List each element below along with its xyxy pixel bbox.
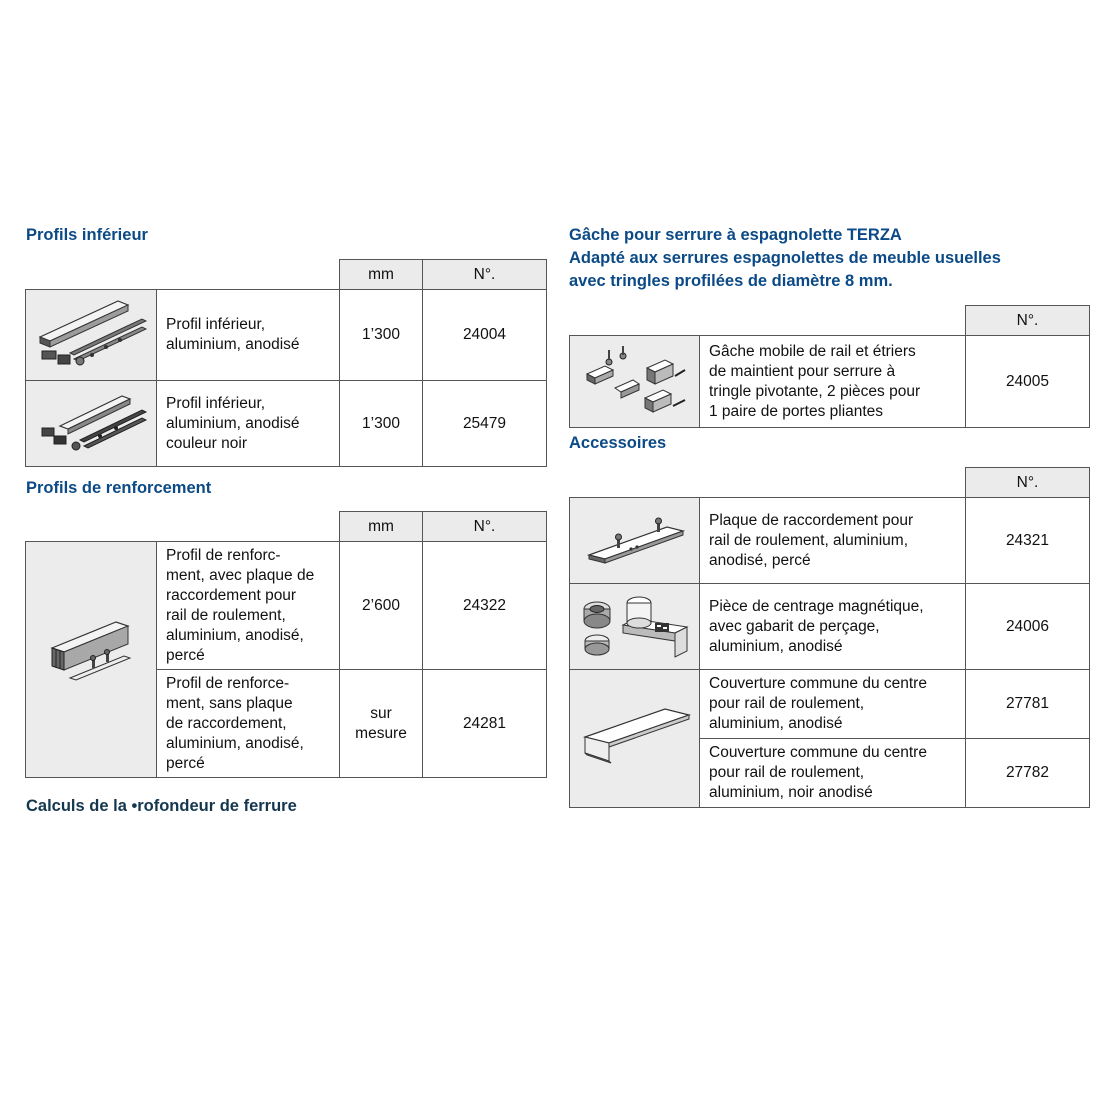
product-description: Profil de renforc- ment, avec plaque de raccordement pour rail de roulement, aluminium, anodisé, percé — [157, 542, 340, 670]
section-title-gache: Gâche pour serrure à espagnolette TERZA Adapté aux serrures espagnolettes de meuble usuelles avec tringles profilées de diamètre 8 mm. — [569, 226, 1001, 290]
column-header-mm: mm — [340, 512, 423, 542]
product-image-profil-inferieur — [26, 290, 157, 381]
product-description: Couverture commune du centre pour rail de roulement, aluminium, anodisé — [700, 670, 966, 739]
product-description: Gâche mobile de rail et étriers de maintient pour serrure à tringle pivotante, 2 pièces pour 1 paire de portes pliantes — [700, 336, 966, 428]
section-title-profils-renforcement: Profils de renforcement — [26, 479, 212, 497]
product-description: Profil inférieur, aluminium, anodisé couleur noir — [157, 381, 340, 467]
length-mm: 1’300 — [340, 290, 423, 381]
magnetic-centering-icon — [575, 589, 695, 665]
reinforcement-profile-icon — [36, 620, 146, 700]
profile-rail-black-icon — [30, 386, 152, 462]
product-image-piece-centrage — [570, 584, 700, 670]
table-row — [570, 670, 1090, 739]
product-description: Profil inférieur, aluminium, anodisé — [157, 290, 340, 381]
section-title-calculs: Calculs de la •rofondeur de ferrure — [26, 797, 297, 815]
product-description: Pièce de centrage magnétique, avec gabarit de perçage, aluminium, anodisé — [700, 584, 966, 670]
table-row — [570, 584, 1090, 670]
column-header-no: N°. — [423, 260, 547, 290]
product-image-plaque-raccordement — [570, 498, 700, 584]
table-accessoires — [569, 467, 1090, 808]
length-mm: sur mesure — [340, 670, 423, 778]
length-mm: 1’300 — [340, 381, 423, 467]
table-row — [26, 542, 547, 670]
article-number: 24005 — [966, 336, 1090, 428]
section-title-accessoires: Accessoires — [569, 434, 667, 452]
length-mm: 2’600 — [340, 542, 423, 670]
column-header-no: N°. — [423, 512, 547, 542]
product-image-profil-inferieur-noir — [26, 381, 157, 467]
column-header-no: N°. — [966, 306, 1090, 336]
article-number: 27782 — [966, 739, 1090, 808]
product-image-profil-renforcement — [26, 542, 157, 778]
table-row — [26, 290, 547, 381]
article-number: 24281 — [423, 670, 547, 778]
center-cover-icon — [575, 701, 695, 777]
product-image-gache — [570, 336, 700, 428]
table-profils-renforcement — [25, 511, 547, 778]
product-image-couverture — [570, 670, 700, 808]
table-row — [570, 336, 1090, 428]
article-number: 24322 — [423, 542, 547, 670]
connection-plate-icon — [575, 503, 695, 579]
article-number: 24006 — [966, 584, 1090, 670]
section-title-profils-inferieur: Profils inférieur — [26, 226, 148, 244]
profile-rail-icon — [30, 295, 152, 375]
table-row — [26, 381, 547, 467]
article-number: 24004 — [423, 290, 547, 381]
table-row — [570, 498, 1090, 584]
article-number: 24321 — [966, 498, 1090, 584]
article-number: 25479 — [423, 381, 547, 467]
product-description: Profil de renforce- ment, sans plaque de raccordement, aluminium, anodisé, percé — [157, 670, 340, 778]
strike-plate-icon — [575, 342, 695, 422]
table-profils-inferieur — [25, 259, 547, 467]
table-gache — [569, 305, 1090, 428]
product-description: Plaque de raccordement pour rail de roulement, aluminium, anodisé, percé — [700, 498, 966, 584]
column-header-mm: mm — [340, 260, 423, 290]
product-description: Couverture commune du centre pour rail de roulement, aluminium, noir anodisé — [700, 739, 966, 808]
article-number: 27781 — [966, 670, 1090, 739]
column-header-no: N°. — [966, 468, 1090, 498]
